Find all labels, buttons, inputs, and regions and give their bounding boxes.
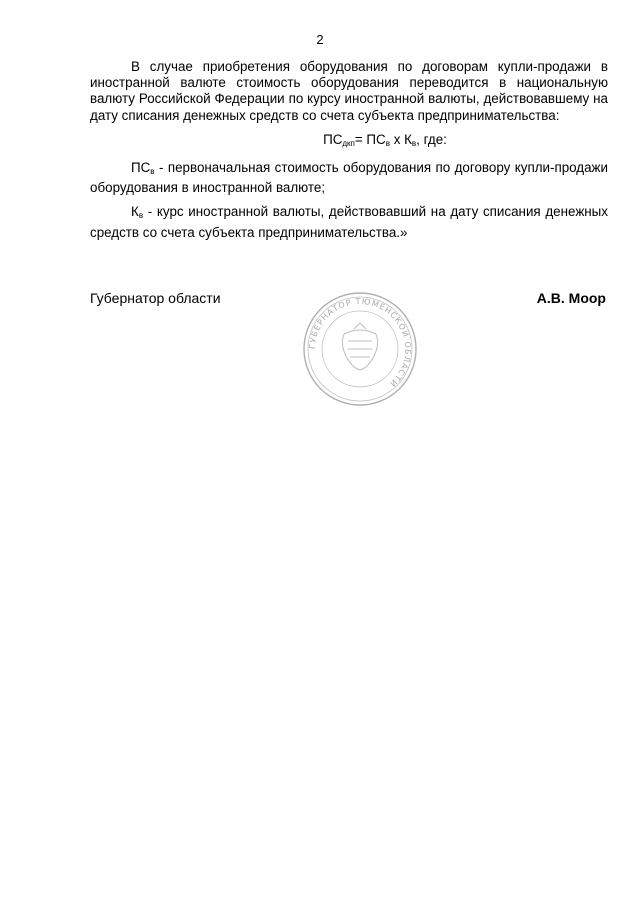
page-number: 2 bbox=[316, 32, 324, 47]
paragraph-currency-conversion: В случае приобретения оборудования по договорам купли-продажи в иностранной валюте стоимость оборудования переводится в национальную валюту Российской Федерации по курсу иностранной валюты, действовавшему на дату списания денежных средств со счета субъекта предпринимательства: bbox=[90, 59, 608, 123]
formula-term-sub: в bbox=[385, 138, 390, 148]
formula bbox=[162, 132, 608, 152]
signatory-position: Губернатор области bbox=[90, 290, 221, 306]
definition-pc-term: ПС bbox=[131, 160, 151, 176]
seal-text: ГУБЕРНАТОР ТЮМЕНСКОЙ ОБЛАСТИ bbox=[307, 296, 413, 389]
definition-pc-sub: в bbox=[150, 167, 155, 177]
document-body bbox=[90, 59, 608, 241]
formula-lhs-sub: дкп bbox=[342, 138, 355, 148]
paragraph-definition-k bbox=[90, 204, 608, 240]
formula-lhs: ПС bbox=[323, 131, 343, 147]
paragraph-definition-pc bbox=[90, 160, 608, 196]
definition-k-sub: в bbox=[138, 211, 144, 221]
definition-k-term: К bbox=[131, 204, 139, 220]
formula-times: x К bbox=[389, 131, 412, 147]
formula-tail: , где: bbox=[416, 131, 447, 147]
definition-k-text: - курс иностранной валюты, действовавший на дату списания денежных средств со счета субъекта предпринимательства.» bbox=[90, 204, 608, 240]
signatory-name: А.В. Моор bbox=[536, 290, 606, 306]
definition-pc-text: - первоначальная стоимость оборудования по договору купли-продажи оборудования в иностранной валюте; bbox=[90, 160, 608, 196]
formula-k-sub: в bbox=[411, 138, 417, 148]
official-seal-icon bbox=[300, 289, 420, 409]
formula-eq: = ПС bbox=[354, 131, 386, 147]
